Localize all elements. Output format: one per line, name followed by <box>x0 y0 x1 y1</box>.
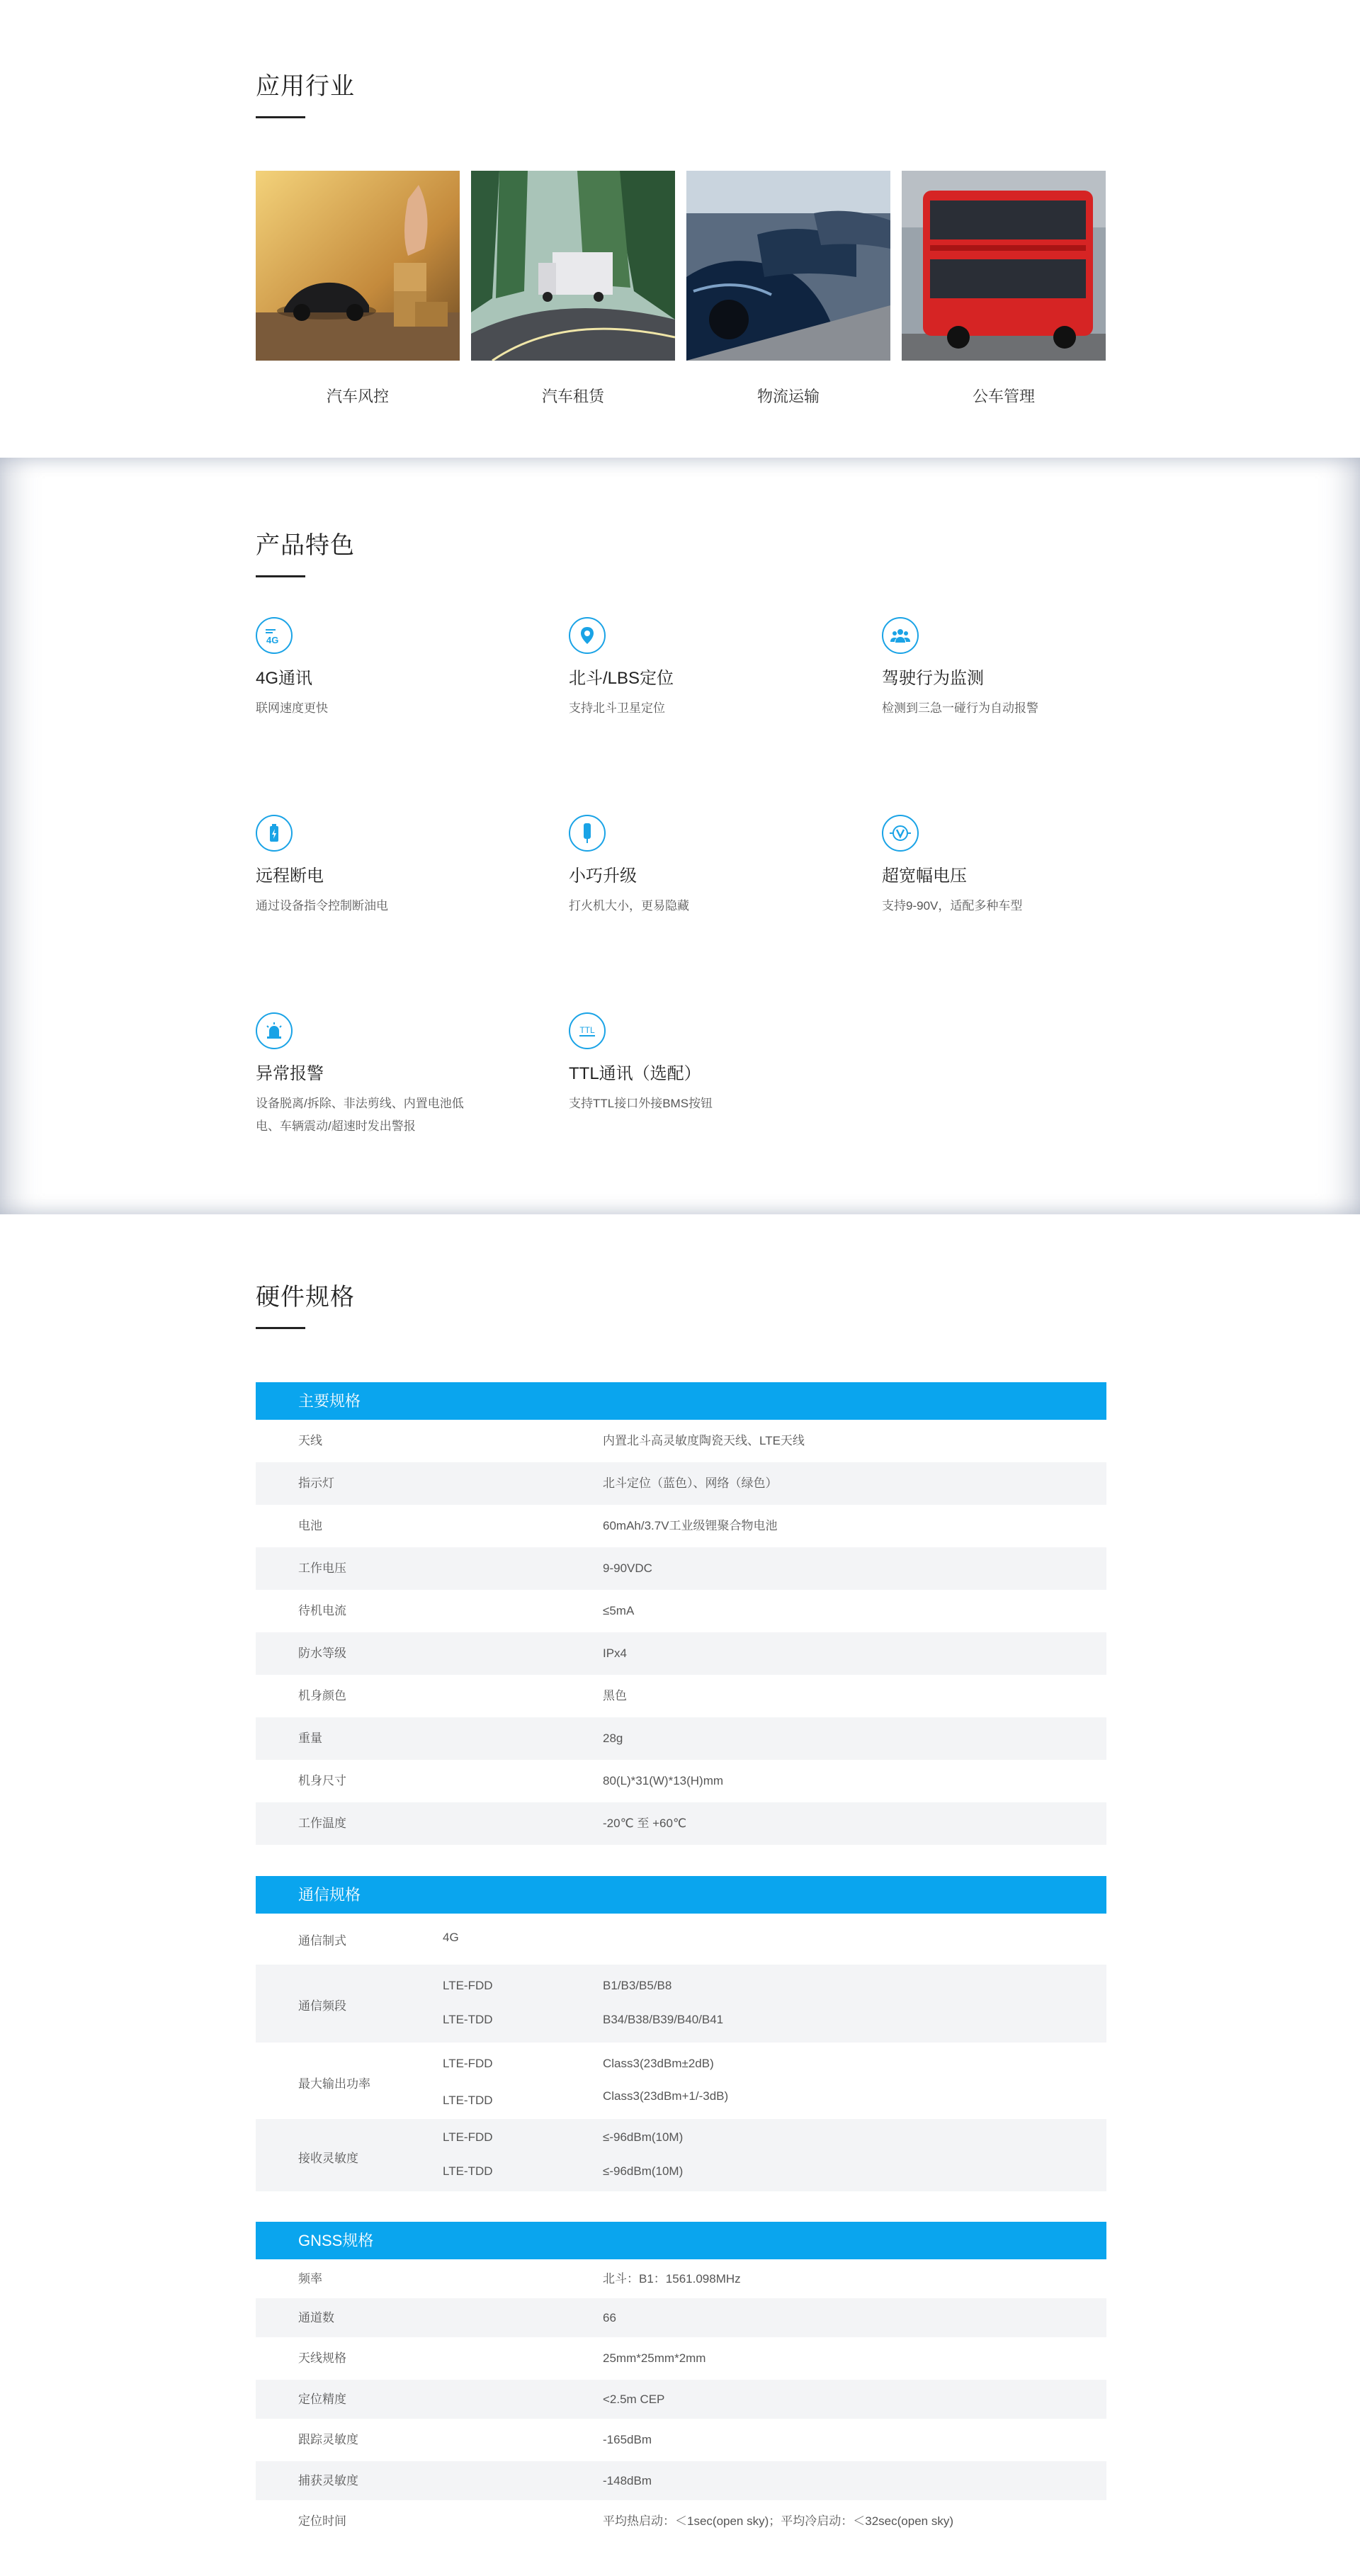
table-row <box>256 2380 1106 2419</box>
feature-ttl <box>569 1012 838 1115</box>
spec-value: B1/B3/B5/B8 <box>603 1979 672 1992</box>
spec-key: 频率 <box>298 2272 322 2286</box>
svg-text:4G: 4G <box>266 635 279 645</box>
feature-title: 4G通讯 <box>256 669 313 688</box>
comm-spec-header: 通信规格 <box>256 1876 1106 1914</box>
ttl-icon-text: TTL <box>579 1025 595 1035</box>
feature-title: 异常报警 <box>256 1064 324 1083</box>
feature-desc <box>256 1092 525 1138</box>
industries-underline <box>256 116 305 118</box>
feature-remote-cutoff <box>256 815 525 917</box>
spec-value: -165dBm <box>603 2433 652 2446</box>
feature-desc: 支持北斗卫星定位 <box>569 701 665 715</box>
spec-value: 北斗：B1：1561.098MHz <box>603 2272 741 2286</box>
spec-key: 最大输出功率 <box>298 2077 370 2091</box>
spec-key: 定位时间 <box>298 2514 346 2528</box>
industry-label: 汽车租赁 <box>541 388 604 405</box>
industry-card-risk[interactable] <box>256 171 460 405</box>
spec-value: 平均热启动：＜1sec(open sky)；平均冷启动：＜32sec(open sky) <box>603 2514 953 2528</box>
spec-key: 通信制式 <box>298 1934 346 1948</box>
gnss-spec-table <box>256 2222 1106 2543</box>
industry-image-coins-car <box>256 171 460 361</box>
spec-sub: LTE-TDD <box>443 2094 493 2107</box>
feature-desc-line: 设备脱离/拆除、非法剪线、内置电池低 <box>256 1097 464 1110</box>
table-row <box>256 2259 1106 2298</box>
industry-label: 汽车风控 <box>326 388 389 405</box>
alarm-icon <box>256 1012 293 1049</box>
spec-key: 捕获灵敏度 <box>298 2474 358 2487</box>
spec-value: 80(L)*31(W)*13(H)mm <box>603 1774 724 1787</box>
feature-desc: 检测到三急一碰行为自动报警 <box>882 701 1038 715</box>
spec-value: ≤-96dBm(10M) <box>603 2130 684 2144</box>
table-row <box>256 2461 1106 2500</box>
spec-value: 25mm*25mm*2mm <box>603 2351 706 2365</box>
feature-wide-voltage <box>882 815 1151 917</box>
spec-value: Class3(23dBm±2dB) <box>603 2057 714 2070</box>
industry-image-truck-road <box>471 171 675 361</box>
spec-key: 跟踪灵敏度 <box>298 2433 358 2446</box>
table-row <box>256 1632 1106 1675</box>
feature-title: 驾驶行为监测 <box>882 669 984 688</box>
features-title: 产品特色 <box>256 532 355 559</box>
spec-key: 电池 <box>298 1519 322 1532</box>
table-row <box>256 2298 1106 2337</box>
feature-desc: 联网速度更快 <box>256 701 328 715</box>
spec-value: ≤-96dBm(10M) <box>603 2164 684 2178</box>
feature-abnormal-alarm <box>256 1012 525 1138</box>
spec-key: 定位精度 <box>298 2393 346 2406</box>
feature-title: 远程断电 <box>256 866 324 886</box>
spec-value: 4G <box>443 1931 459 1944</box>
device-icon <box>569 815 606 852</box>
spec-key: 机身颜色 <box>298 1689 346 1702</box>
industry-label: 公车管理 <box>972 388 1035 405</box>
feature-title: TTL通讯（选配） <box>569 1064 701 1083</box>
hardware-underline <box>256 1327 305 1329</box>
spec-value: 66 <box>603 2311 616 2324</box>
feature-4g <box>256 617 525 720</box>
feature-desc: 打火机大小，更易隐藏 <box>569 899 689 913</box>
4g-icon <box>256 617 293 654</box>
table-row <box>256 2119 1106 2191</box>
feature-desc: 通过设备指令控制断油电 <box>256 899 388 913</box>
spec-value: Class3(23dBm+1/-3dB) <box>603 2089 729 2103</box>
spec-sub: LTE-FDD <box>443 2130 493 2144</box>
feature-desc: 支持TTL接口外接BMS按钮 <box>569 1097 713 1110</box>
feature-driving-behavior <box>882 617 1151 720</box>
spec-sub: LTE-TDD <box>443 2164 493 2178</box>
ttl-icon <box>569 1012 606 1049</box>
hardware-title: 硬件规格 <box>256 1284 355 1311</box>
industries-title: 应用行业 <box>256 73 355 100</box>
table-row <box>256 1760 1106 1802</box>
industry-card-fleet[interactable] <box>902 171 1106 405</box>
spec-key: 工作温度 <box>298 1817 346 1830</box>
spec-key: 重量 <box>298 1732 322 1745</box>
industry-image-red-bus <box>902 171 1106 361</box>
spec-value: -148dBm <box>603 2474 652 2487</box>
table-row <box>256 1547 1106 1590</box>
features-underline <box>256 575 305 577</box>
spec-value: 9-90VDC <box>603 1561 652 1575</box>
table-row <box>256 2337 1106 2380</box>
spec-value: ≤5mA <box>603 1604 635 1617</box>
industry-image-parked-cars <box>686 171 890 361</box>
voltage-icon <box>882 815 919 852</box>
spec-value: 60mAh/3.7V工业级锂聚合物电池 <box>603 1519 778 1532</box>
spec-key: 天线规格 <box>298 2351 346 2365</box>
battery-bolt-icon <box>256 815 293 852</box>
people-icon <box>882 617 919 654</box>
comm-spec-table <box>256 1876 1106 2191</box>
table-row <box>256 2500 1106 2543</box>
industry-card-rental[interactable] <box>471 171 675 405</box>
spec-key: 机身尺寸 <box>298 1774 346 1787</box>
industry-label: 物流运输 <box>756 388 820 405</box>
spec-key: 防水等级 <box>298 1646 346 1660</box>
spec-sub: LTE-FDD <box>443 2057 493 2070</box>
spec-key: 指示灯 <box>298 1476 334 1490</box>
gnss-spec-header: GNSS规格 <box>256 2222 1106 2259</box>
feature-compact <box>569 815 838 917</box>
feature-title: 北斗/LBS定位 <box>569 669 674 688</box>
spec-value: 内置北斗高灵敏度陶瓷天线、LTE天线 <box>603 1434 805 1447</box>
location-pin-icon <box>569 617 606 654</box>
feature-desc: 支持9-90V，适配多种车型 <box>882 899 1023 913</box>
table-row <box>256 1717 1106 1760</box>
table-row <box>256 1590 1106 1632</box>
spec-value: B34/B38/B39/B40/B41 <box>603 2013 724 2026</box>
feature-desc-line: 电、车辆震动/超速时发出警报 <box>256 1119 416 1133</box>
spec-value: <2.5m CEP <box>603 2393 665 2406</box>
table-row <box>256 1914 1106 1965</box>
table-row <box>256 1505 1106 1547</box>
spec-key: 工作电压 <box>298 1561 346 1575</box>
spec-value: -20℃ 至 +60℃ <box>603 1817 687 1830</box>
table-row <box>256 1675 1106 1717</box>
spec-key: 通道数 <box>298 2311 334 2324</box>
table-row <box>256 1802 1106 1845</box>
main-spec-header: 主要规格 <box>256 1382 1106 1420</box>
spec-value: 28g <box>603 1732 623 1745</box>
table-row <box>256 1965 1106 2043</box>
industry-card-logistics[interactable] <box>686 171 890 405</box>
spec-value: 黑色 <box>603 1689 627 1702</box>
spec-value: 北斗定位（蓝色）、网络（绿色） <box>603 1476 778 1490</box>
table-row <box>256 1420 1106 1462</box>
table-row <box>256 2043 1106 2119</box>
feature-title: 超宽幅电压 <box>882 866 967 886</box>
spec-key: 待机电流 <box>298 1604 346 1617</box>
spec-key: 通信频段 <box>298 1999 346 2013</box>
table-row <box>256 1462 1106 1505</box>
feature-positioning <box>569 617 838 720</box>
feature-title: 小巧升级 <box>569 866 637 886</box>
spec-key: 接收灵敏度 <box>298 2152 358 2165</box>
main-spec-table <box>256 1382 1106 1845</box>
spec-key: 天线 <box>298 1434 322 1447</box>
table-row <box>256 2419 1106 2461</box>
spec-sub: LTE-FDD <box>443 1979 493 1992</box>
spec-value: IPx4 <box>603 1646 628 1660</box>
spec-sub: LTE-TDD <box>443 2013 493 2026</box>
